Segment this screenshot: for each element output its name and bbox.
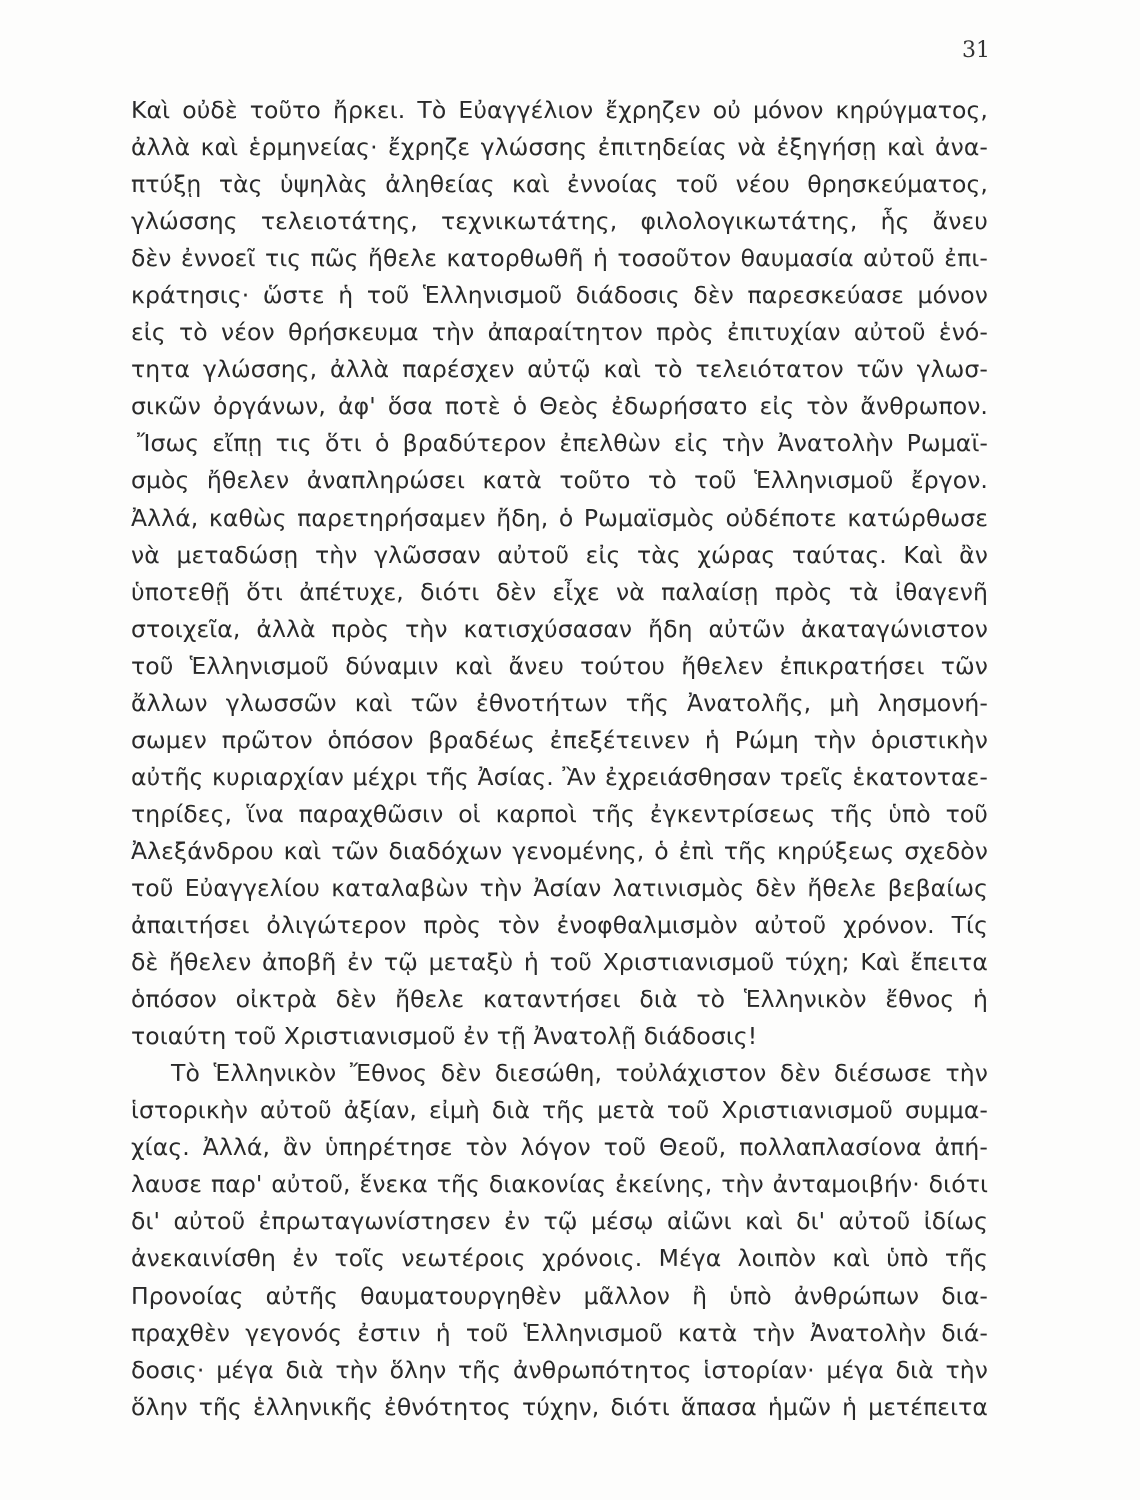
- text-line: ἄλλων γλωσσῶν καὶ τῶν ἐθνοτήτων τῆς Ἀνατολῆς, μὴ λησμονή-: [131, 688, 988, 717]
- text-line: λαυσε παρ' αὐτοῦ, ἕνεκα τῆς διακονίας ἐκείνης, τὴν ἀνταμοιβήν· διότι: [131, 1170, 988, 1199]
- text-line: ἀλλὰ καὶ ἑρμηνείας· ἔχρηζε γλώσσης ἐπιτηδείας νὰ ἐξηγήσῃ καὶ ἀνα-: [131, 133, 988, 162]
- text-line: ὅλην τῆς ἑλληνικῆς ἐθνότητος τύχην, διότι ἅπασα ἡμῶν ἡ μετέπειτα: [131, 1392, 988, 1421]
- page-number: 31: [962, 38, 990, 63]
- text-line: χίας. Ἀλλά, ἂν ὑπηρέτησε τὸν λόγον τοῦ Θεοῦ, πολλαπλασίονα ἀπή-: [131, 1133, 988, 1162]
- text-line: σμὸς ἤθελεν ἀναπληρώσει κατὰ τοῦτο τὸ τοῦ Ἑλληνισμοῦ ἔργον.: [131, 466, 988, 495]
- text-line: εἰς τὸ νέον θρήσκευμα τὴν ἀπαραίτητον πρὸς ἐπιτυχίαν αὐτοῦ ἑνό-: [131, 318, 988, 347]
- text-line: Ἴσως εἴπῃ τις ὅτι ὁ βραδύτερον ἐπελθὼν εἰς τὴν Ἀνατολὴν Ρωμαϊ-: [137, 429, 988, 458]
- text-line: τοιαύτη τοῦ Χριστιανισμοῦ ἐν τῇ Ἀνατολῇ διάδοσις!: [131, 1022, 758, 1051]
- text-line: σωμεν πρῶτον ὁπόσον βραδέως ἐπεξέτεινεν ἡ Ρώμη τὴν ὁριστικὴν: [131, 725, 988, 754]
- text-line: ὁπόσον οἰκτρὰ δὲν ἤθελε καταντήσει διὰ τὸ Ἑλληνικὸν ἔθνος ἡ: [131, 985, 988, 1014]
- text-line: Ἀλεξάνδρου καὶ τῶν διαδόχων γενομένης, ὁ ἐπὶ τῆς κηρύξεως σχεδὸν: [131, 836, 988, 865]
- text-line: τοῦ Ἑλληνισμοῦ δύναμιν καὶ ἄνευ τούτου ἤθελεν ἐπικρατήσει τῶν: [131, 651, 988, 680]
- text-line: Προνοίας αὐτῆς θαυματουργηθὲν μᾶλλον ἢ ὑπὸ ἀνθρώπων δια-: [131, 1281, 988, 1310]
- text-line: δὲ ἤθελεν ἀποβῆ ἐν τῷ μεταξὺ ἡ τοῦ Χριστιανισμοῦ τύχη; Καὶ ἔπειτα: [131, 948, 988, 977]
- text-line: δι' αὐτοῦ ἐπρωταγωνίστησεν ἐν τῷ μέσῳ αἰῶνι καὶ δι' αὐτοῦ ἰδίως: [131, 1207, 988, 1236]
- text-line: ὑποτεθῇ ὅτι ἀπέτυχε, διότι δὲν εἶχε νὰ παλαίσῃ πρὸς τὰ ἰθαγενῆ: [131, 577, 988, 606]
- text-line: αὐτῆς κυριαρχίαν μέχρι τῆς Ἀσίας. Ἂν ἐχρειάσθησαν τρεῖς ἑκατονταε-: [131, 762, 988, 791]
- text-line: Τὸ Ἑλληνικὸν Ἔθνος δὲν διεσώθη, τοὐλάχιστον δὲν διέσωσε τὴν: [171, 1059, 988, 1088]
- text-line: στοιχεῖα, ἀλλὰ πρὸς τὴν κατισχύσασαν ἤδη αὐτῶν ἀκαταγώνιστον: [131, 614, 988, 643]
- text-line: τοῦ Εὐαγγελίου καταλαβὼν τὴν Ἀσίαν λατινισμὸς δὲν ἤθελε βεβαίως: [131, 873, 988, 902]
- text-line: δοσις· μέγα διὰ τὴν ὅλην τῆς ἀνθρωπότητος ἱστορίαν· μέγα διὰ τὴν: [131, 1355, 988, 1384]
- text-line: σικῶν ὀργάνων, ἀφ' ὅσα ποτὲ ὁ Θεὸς ἐδωρήσατο εἰς τὸν ἄνθρωπον.: [131, 392, 988, 421]
- text-line: κράτησις· ὥστε ἡ τοῦ Ἑλληνισμοῦ διάδοσις δὲν παρεσκεύασε μόνον: [131, 281, 988, 310]
- text-line: ἱστορικὴν αὐτοῦ ἀξίαν, εἰμὴ διὰ τῆς μετὰ τοῦ Χριστιανισμοῦ συμμα-: [131, 1096, 988, 1125]
- body-text: [131, 92, 988, 1426]
- text-line: νὰ μεταδώσῃ τὴν γλῶσσαν αὐτοῦ εἰς τὰς χώρας ταύτας. Καὶ ἂν: [131, 540, 988, 569]
- text-line: γλώσσης τελειοτάτης, τεχνικωτάτης, φιλολογικωτάτης, ἧς ἄνευ: [131, 207, 988, 236]
- text-line: τηρίδες, ἵνα παραχθῶσιν οἱ καρποὶ τῆς ἐγκεντρίσεως τῆς ὑπὸ τοῦ: [131, 799, 988, 828]
- text-line: Καὶ οὐδὲ τοῦτο ἤρκει. Τὸ Εὐαγγέλιον ἔχρηζεν οὐ μόνον κηρύγματος,: [131, 96, 988, 124]
- text-line: ἀπαιτήσει ὀλιγώτερον πρὸς τὸν ἐνοφθαλμισμὸν αὐτοῦ χρόνον. Τίς: [131, 911, 988, 940]
- text-line: τητα γλώσσης, ἀλλὰ παρέσχεν αὐτῷ καὶ τὸ τελειότατον τῶν γλωσ-: [131, 355, 988, 384]
- text-line: πραχθὲν γεγονός ἐστιν ἡ τοῦ Ἑλληνισμοῦ κατὰ τὴν Ἀνατολὴν διά-: [131, 1318, 988, 1347]
- text-line: δὲν ἐννοεῖ τις πῶς ἤθελε κατορθωθῆ ἡ τοσοῦτον θαυμασία αὐτοῦ ἐπι-: [131, 244, 988, 273]
- text-line: ἀνεκαινίσθη ἐν τοῖς νεωτέροις χρόνοις. Μέγα λοιπὸν καὶ ὑπὸ τῆς: [131, 1244, 988, 1273]
- text-line: Ἀλλά, καθὼς παρετηρήσαμεν ἤδη, ὁ Ρωμαϊσμὸς οὐδέποτε κατώρθωσε: [131, 503, 988, 532]
- text-line: πτύξῃ τὰς ὑψηλὰς ἀληθείας καὶ ἐννοίας τοῦ νέου θρησκεύματος,: [131, 170, 988, 199]
